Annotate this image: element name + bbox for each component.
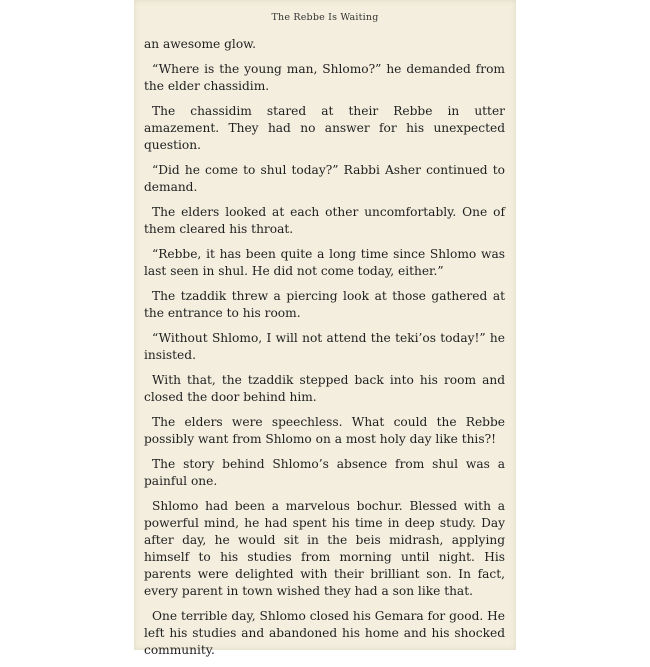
- paragraph: The elders were speechless. What could the Rebbe possibly want from Shlomo on a most holy day like this?!: [144, 415, 505, 446]
- paragraph: “Where is the young man, Shlomo?” he demanded from the elder chassidim.: [144, 62, 505, 93]
- paragraph: The tzaddik threw a piercing look at those gathered at the entrance to his room.: [144, 289, 505, 320]
- paragraph: One terrible day, Shlomo closed his Gemara for good. He left his studies and abandoned his home and his shocked community.: [144, 609, 505, 657]
- paragraph: an awesome glow.: [144, 37, 257, 51]
- running-head: The Rebbe Is Waiting: [271, 12, 379, 23]
- paragraph: With that, the tzaddik stepped back into his room and closed the door behind him.: [144, 373, 505, 404]
- paragraph: The elders looked at each other uncomfortably. One of them cleared his throat.: [144, 205, 505, 236]
- book-page: [134, 0, 516, 657]
- paragraph: Shlomo had been a marvelous bochur. Blessed with a powerful mind, he had spent his time in deep study. Day after day, he would sit in the beis midrash, applying himself to his studies from morning until night. His parents were delighted with their brilliant son. In fact, every parent in town wished they had a son like that.: [144, 499, 505, 598]
- paragraph: The story behind Shlomo’s absence from shul was a painful one.: [144, 457, 505, 488]
- paragraph: “Without Shlomo, I will not attend the teki’os today!” he insisted.: [144, 331, 505, 362]
- paragraph: The chassidim stared at their Rebbe in utter amazement. They had no answer for his unexpected question.: [144, 104, 505, 152]
- paragraph: “Rebbe, it has been quite a long time since Shlomo was last seen in shul. He did not come today, either.”: [144, 247, 505, 278]
- paragraph: “Did he come to shul today?” Rabbi Asher continued to demand.: [144, 163, 505, 194]
- body-text: [144, 36, 505, 667]
